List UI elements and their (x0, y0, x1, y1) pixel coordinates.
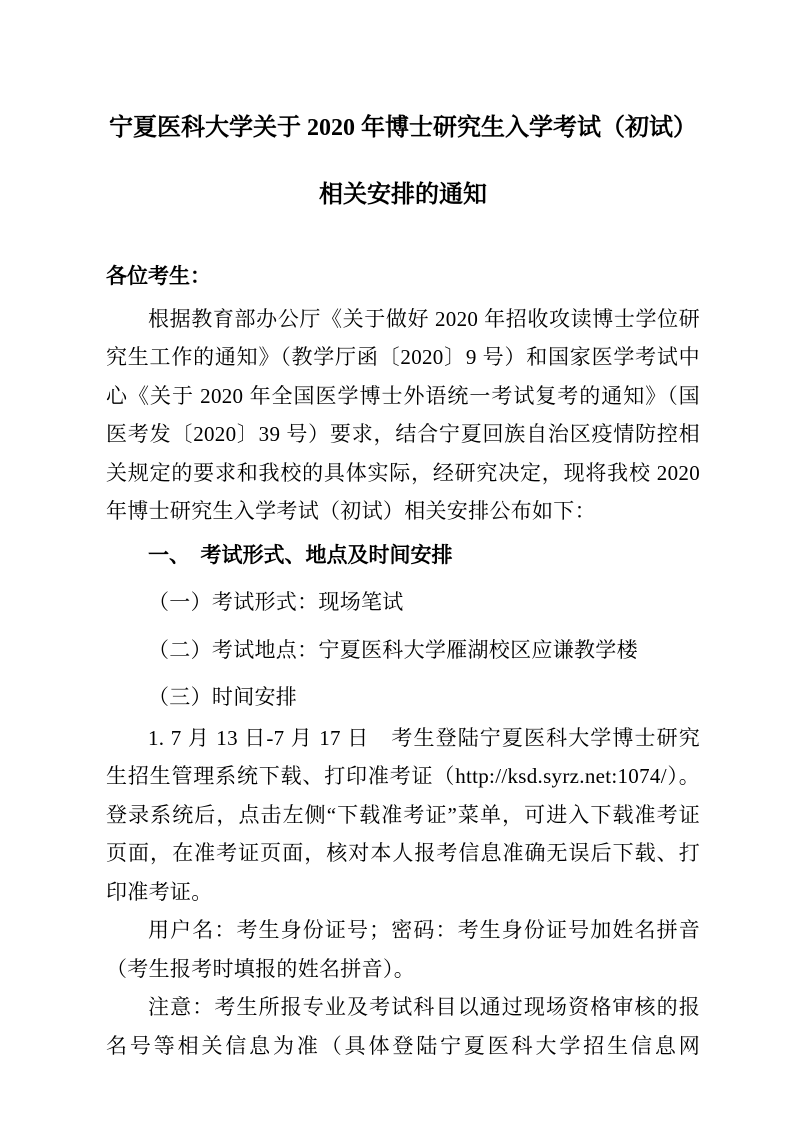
document-title-line2: 相关安排的通知 (319, 182, 487, 208)
salutation: 各位考生： (106, 264, 211, 288)
time-schedule-item: （三）时间安排 (148, 685, 298, 709)
document-title-line1: 宁夏医科大学关于 2020 年博士研究生入学考试（初试） (109, 115, 697, 141)
exam-format-item: （一）考试形式：现场笔试 (148, 590, 404, 614)
schedule-step1-paragraph (106, 719, 700, 912)
exam-location-item: （二）考试地点：宁夏医科大学雁湖校区应谦教学楼 (148, 637, 638, 662)
document-title (106, 112, 700, 211)
schedule-step1-text-after-url: ）。登录系统后，点击左侧“下载准考证”菜单，可进入下载准考证页面，在准考证页面，核对本人报考信息准确无误后下载、打印准考证。 (106, 764, 700, 904)
admit-card-url: http://ksd.syrz.net:1074/ (455, 764, 667, 788)
intro-paragraph: 根据教育部办公厅《关于做好 2020 年招收攻读博士学位研究生工作的通知》（教学厅函〔2020〕9 号）和国家医学考试中心《关于 2020 年全国医学博士外语统一考试复考的通知》（国医考发〔2020〕39 号）要求，结合宁夏回族自治区疫情防控相关规定的要求和我校的具体实际，经研究决定，现将我校 2020 年博士研究生入学考试（初试）相关安排公布如下： (106, 306, 700, 523)
section-one-heading: 一、 考试形式、地点及时间安排 (148, 542, 453, 567)
note-paragraph: 注意：考生所报专业及考试科目以通过现场资格审核的报名号等相关信息为准（具体登陆宁夏医科大学招生信息网 (106, 995, 700, 1058)
credentials-paragraph: 用户名：考生身份证号；密码：考生身份证号加姓名拼音（考生报考时填报的姓名拼音）。 (106, 918, 700, 981)
schedule-step1-text-before-url: 1. 7 月 13 日-7 月 17 日 考生登陆宁夏医科大学博士研究生招生管理系统下载、打印准考证（ (106, 725, 700, 788)
